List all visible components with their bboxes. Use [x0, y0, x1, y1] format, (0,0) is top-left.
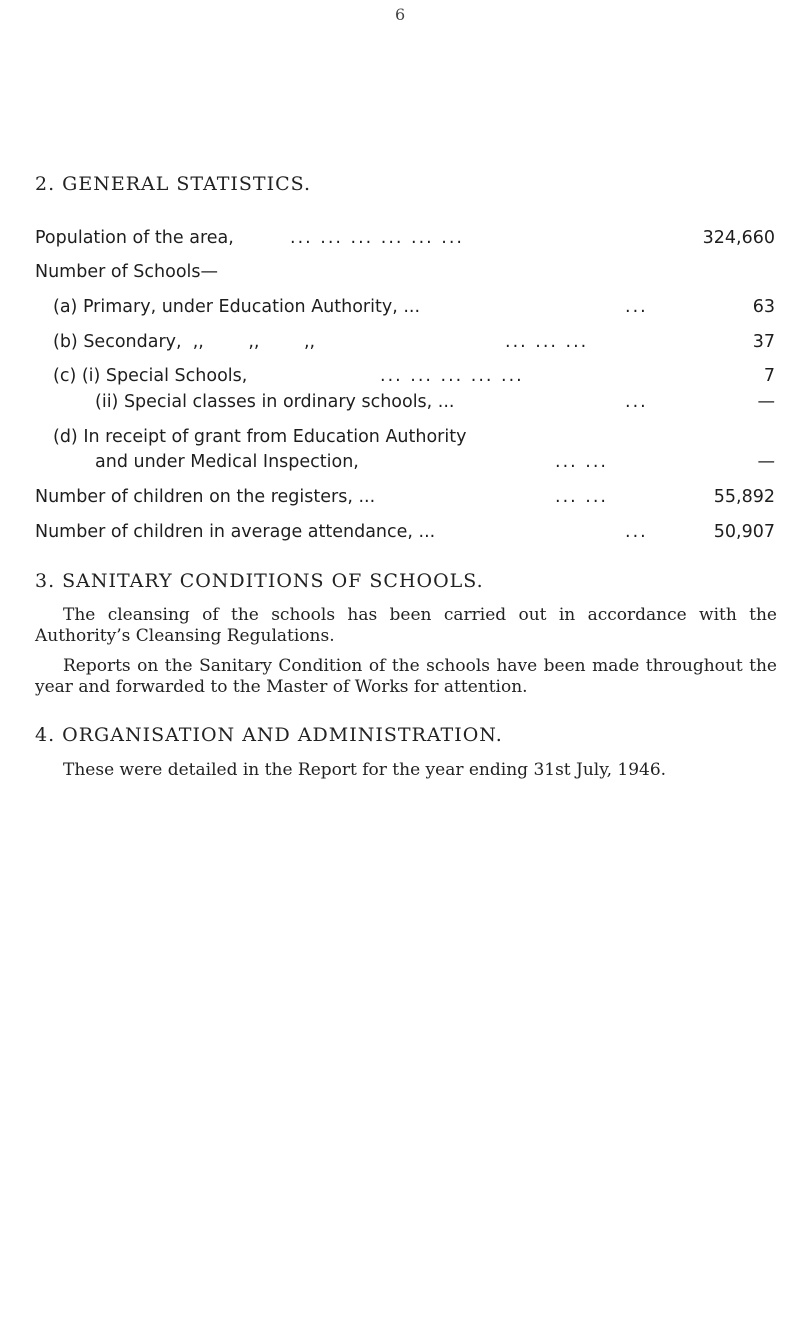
stat-row-grant-receipt	[35, 427, 775, 453]
stat-leader-dots: ... ...	[555, 487, 608, 507]
stat-value: 50,907	[713, 522, 775, 542]
stat-row-number-of-schools	[35, 262, 775, 288]
stat-label: and under Medical Inspection,	[95, 452, 359, 472]
paragraph-cleansing: The cleansing of the schools has been carried out in accordance with the Authority’s Cleansing Regulations.	[35, 605, 777, 646]
stat-value: —	[757, 392, 775, 412]
stat-value: 37	[752, 332, 775, 352]
paragraph-organisation: These were detailed in the Report for the year ending 31st July, 1946.	[63, 760, 667, 780]
stat-leader-dots: ... ...	[555, 452, 608, 472]
section-heading-general-statistics: 2. GENERAL STATISTICS.	[35, 173, 312, 195]
stat-row-population	[35, 228, 775, 254]
stat-label: (b) Secondary, ,, ,, ,,	[53, 332, 316, 352]
stat-leader-dots: ... ... ...	[505, 332, 589, 352]
stat-value: 55,892	[713, 487, 775, 507]
section-heading-sanitary-conditions: 3. SANITARY CONDITIONS OF SCHOOLS.	[35, 570, 484, 592]
stat-leader-dots: ...	[625, 297, 648, 317]
stat-row-special-schools	[35, 366, 775, 392]
stat-label: Number of Schools—	[35, 262, 219, 282]
stat-leader-dots: ...	[625, 522, 648, 542]
stat-value: 63	[752, 297, 775, 317]
stat-label: (a) Primary, under Education Authority, ...	[53, 297, 421, 317]
stat-value: 324,660	[702, 228, 775, 248]
stat-value: —	[757, 452, 775, 472]
stat-label: (c) (i) Special Schools,	[53, 366, 248, 386]
stat-label: (d) In receipt of grant from Education Authority	[53, 427, 467, 447]
stat-label: Population of the area,	[35, 228, 234, 248]
stat-row-children-on-registers	[35, 487, 775, 513]
section-heading-organisation: 4. ORGANISATION AND ADMINISTRATION.	[35, 724, 503, 746]
stat-leader-dots: ... ... ... ... ... ...	[290, 228, 464, 248]
paragraph-sanitary-reports: Reports on the Sanitary Condition of the schools have been made throughout the year and forwarded to the Master of Works for attention.	[35, 656, 777, 697]
stat-label: (ii) Special classes in ordinary schools, ...	[95, 392, 455, 412]
stat-leader-dots: ... ... ... ... ...	[380, 366, 524, 386]
stat-row-average-attendance	[35, 522, 775, 548]
stat-row-secondary	[35, 332, 775, 358]
page-number: 6	[395, 5, 406, 24]
stat-label: Number of children in average attendance, ...	[35, 522, 436, 542]
stat-row-primary	[35, 297, 775, 323]
stat-row-special-classes	[35, 392, 775, 418]
stat-row-medical-inspection	[35, 452, 775, 478]
stat-label: Number of children on the registers, ...	[35, 487, 376, 507]
stat-leader-dots: ...	[625, 392, 648, 412]
stat-value: 7	[763, 366, 775, 386]
